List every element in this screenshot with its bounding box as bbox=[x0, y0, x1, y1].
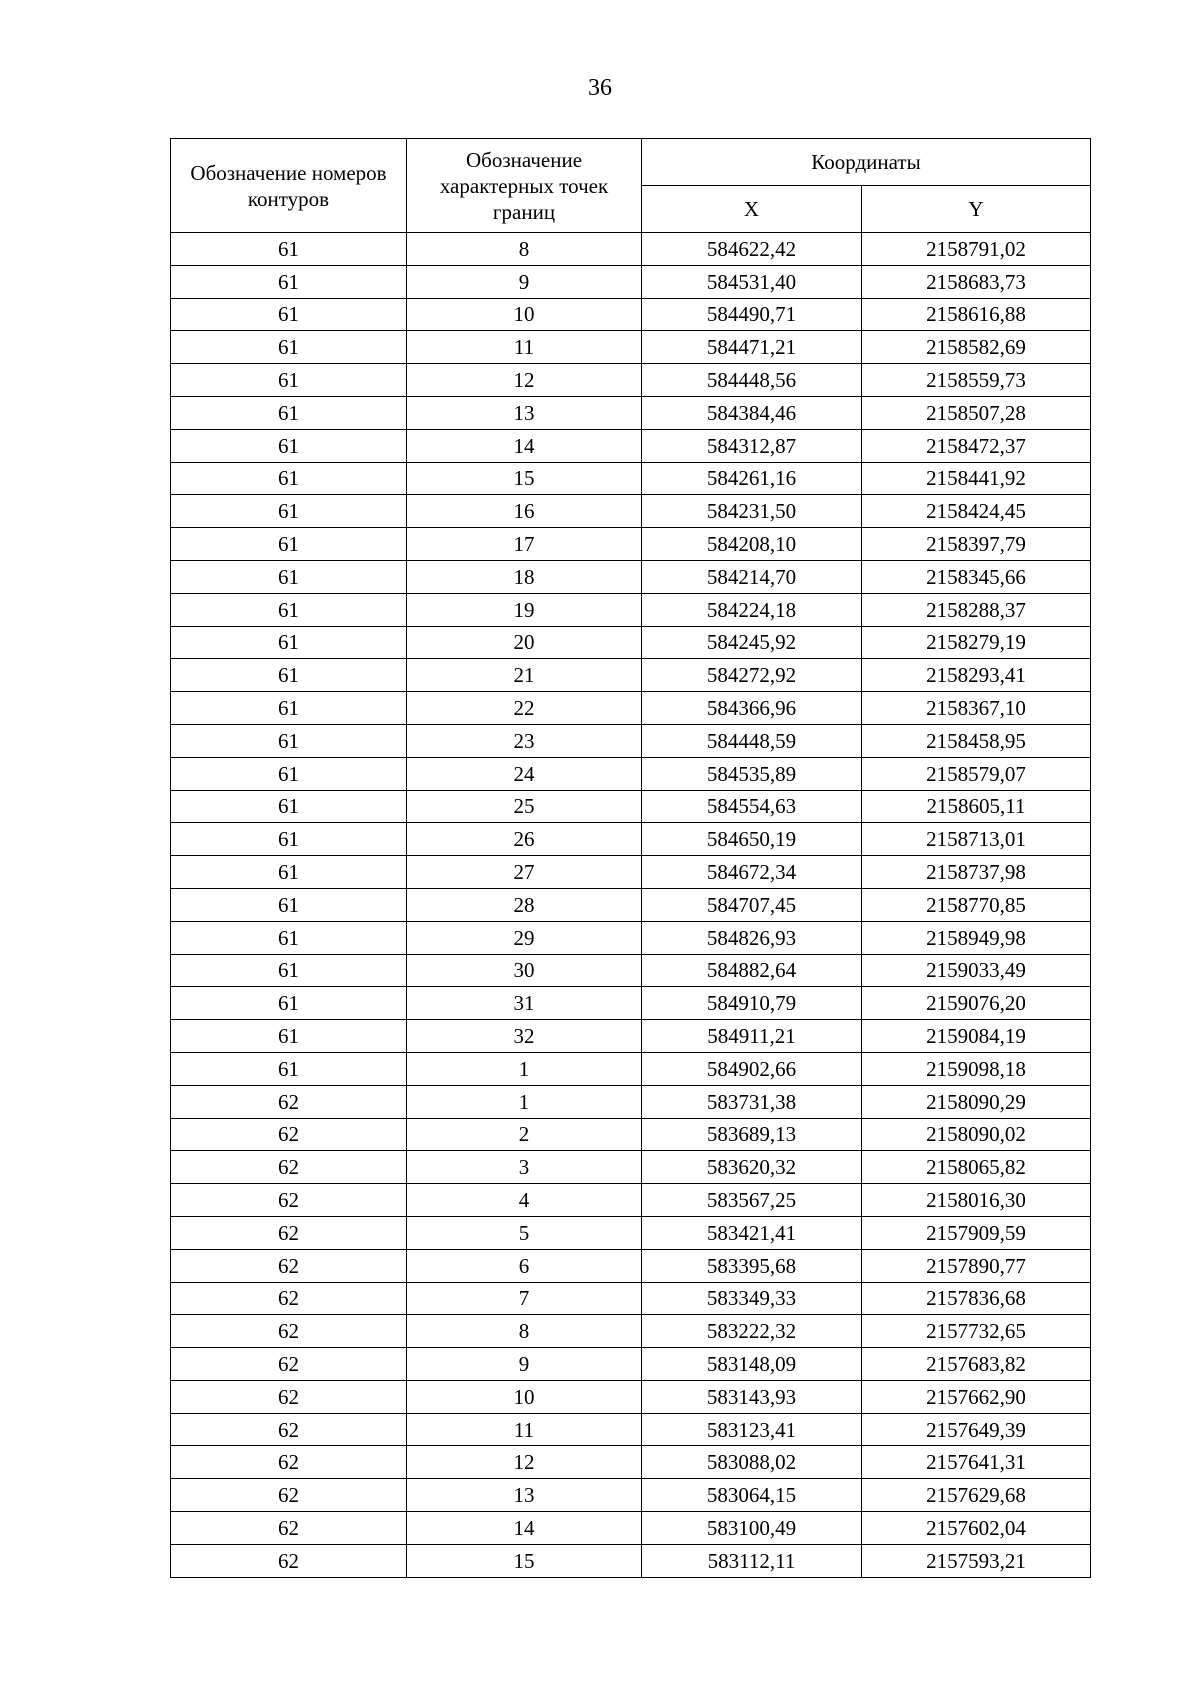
cell-point: 15 bbox=[407, 1544, 642, 1577]
cell-y: 2158367,10 bbox=[862, 692, 1091, 725]
table-row bbox=[171, 1315, 1091, 1348]
table-row bbox=[171, 528, 1091, 561]
cell-y: 2158737,98 bbox=[862, 856, 1091, 889]
cell-y: 2157649,39 bbox=[862, 1413, 1091, 1446]
cell-contour: 61 bbox=[171, 692, 407, 725]
cell-point: 5 bbox=[407, 1216, 642, 1249]
cell-point: 9 bbox=[407, 1348, 642, 1381]
cell-x: 583222,32 bbox=[642, 1315, 862, 1348]
cell-y: 2157629,68 bbox=[862, 1479, 1091, 1512]
cell-point: 10 bbox=[407, 298, 642, 331]
table-row bbox=[171, 1118, 1091, 1151]
cell-contour: 62 bbox=[171, 1085, 407, 1118]
cell-y: 2157662,90 bbox=[862, 1380, 1091, 1413]
cell-contour: 61 bbox=[171, 331, 407, 364]
cell-x: 583088,02 bbox=[642, 1446, 862, 1479]
cell-y: 2158579,07 bbox=[862, 757, 1091, 790]
table-row bbox=[171, 265, 1091, 298]
cell-contour: 62 bbox=[171, 1512, 407, 1545]
table-row bbox=[171, 1282, 1091, 1315]
cell-point: 30 bbox=[407, 954, 642, 987]
cell-x: 583689,13 bbox=[642, 1118, 862, 1151]
cell-y: 2157641,31 bbox=[862, 1446, 1091, 1479]
table-row bbox=[171, 364, 1091, 397]
table-row bbox=[171, 1216, 1091, 1249]
cell-contour: 61 bbox=[171, 495, 407, 528]
table-row bbox=[171, 757, 1091, 790]
cell-x: 584882,64 bbox=[642, 954, 862, 987]
cell-contour: 61 bbox=[171, 790, 407, 823]
cell-point: 23 bbox=[407, 724, 642, 757]
cell-contour: 61 bbox=[171, 462, 407, 495]
table-row bbox=[171, 724, 1091, 757]
table-row bbox=[171, 560, 1091, 593]
cell-y: 2157593,21 bbox=[862, 1544, 1091, 1577]
cell-y: 2158065,82 bbox=[862, 1151, 1091, 1184]
cell-y: 2157683,82 bbox=[862, 1348, 1091, 1381]
cell-contour: 61 bbox=[171, 921, 407, 954]
cell-x: 583148,09 bbox=[642, 1348, 862, 1381]
cell-point: 1 bbox=[407, 1052, 642, 1085]
cell-y: 2158090,02 bbox=[862, 1118, 1091, 1151]
cell-contour: 61 bbox=[171, 856, 407, 889]
cell-contour: 62 bbox=[171, 1184, 407, 1217]
cell-point: 11 bbox=[407, 1413, 642, 1446]
table-row bbox=[171, 396, 1091, 429]
cell-y: 2158605,11 bbox=[862, 790, 1091, 823]
cell-y: 2158559,73 bbox=[862, 364, 1091, 397]
cell-point: 13 bbox=[407, 396, 642, 429]
table-row bbox=[171, 1184, 1091, 1217]
cell-x: 583731,38 bbox=[642, 1085, 862, 1118]
header-y: Y bbox=[862, 186, 1091, 233]
cell-contour: 62 bbox=[171, 1479, 407, 1512]
cell-point: 20 bbox=[407, 626, 642, 659]
cell-point: 22 bbox=[407, 692, 642, 725]
cell-contour: 61 bbox=[171, 954, 407, 987]
cell-y: 2159098,18 bbox=[862, 1052, 1091, 1085]
cell-contour: 61 bbox=[171, 724, 407, 757]
cell-contour: 61 bbox=[171, 659, 407, 692]
table-row bbox=[171, 298, 1091, 331]
cell-point: 28 bbox=[407, 888, 642, 921]
cell-contour: 61 bbox=[171, 528, 407, 561]
cell-contour: 62 bbox=[171, 1249, 407, 1282]
table-row bbox=[171, 659, 1091, 692]
cell-y: 2157836,68 bbox=[862, 1282, 1091, 1315]
table-row bbox=[171, 1512, 1091, 1545]
table-row bbox=[171, 1151, 1091, 1184]
cell-x: 584312,87 bbox=[642, 429, 862, 462]
cell-point: 6 bbox=[407, 1249, 642, 1282]
cell-y: 2159033,49 bbox=[862, 954, 1091, 987]
cell-x: 583567,25 bbox=[642, 1184, 862, 1217]
cell-x: 584208,10 bbox=[642, 528, 862, 561]
header-x: X bbox=[642, 186, 862, 233]
table-header bbox=[171, 139, 1091, 233]
cell-x: 584672,34 bbox=[642, 856, 862, 889]
cell-x: 584261,16 bbox=[642, 462, 862, 495]
cell-x: 584231,50 bbox=[642, 495, 862, 528]
table-row bbox=[171, 1085, 1091, 1118]
cell-x: 584366,96 bbox=[642, 692, 862, 725]
table-row bbox=[171, 1544, 1091, 1577]
cell-contour: 61 bbox=[171, 987, 407, 1020]
cell-contour: 61 bbox=[171, 823, 407, 856]
cell-contour: 62 bbox=[171, 1315, 407, 1348]
cell-contour: 61 bbox=[171, 593, 407, 626]
cell-contour: 61 bbox=[171, 560, 407, 593]
cell-point: 15 bbox=[407, 462, 642, 495]
table-row bbox=[171, 823, 1091, 856]
cell-y: 2158293,41 bbox=[862, 659, 1091, 692]
cell-contour: 61 bbox=[171, 626, 407, 659]
cell-point: 8 bbox=[407, 1315, 642, 1348]
cell-contour: 61 bbox=[171, 233, 407, 266]
table-row bbox=[171, 1380, 1091, 1413]
cell-point: 14 bbox=[407, 1512, 642, 1545]
cell-point: 4 bbox=[407, 1184, 642, 1217]
table-row bbox=[171, 1020, 1091, 1053]
cell-x: 584490,71 bbox=[642, 298, 862, 331]
table-row bbox=[171, 331, 1091, 364]
cell-x: 584214,70 bbox=[642, 560, 862, 593]
cell-x: 584826,93 bbox=[642, 921, 862, 954]
cell-y: 2158683,73 bbox=[862, 265, 1091, 298]
table-row bbox=[171, 1249, 1091, 1282]
header-row bbox=[171, 139, 1091, 186]
coordinates-table bbox=[170, 138, 1091, 1578]
cell-y: 2158090,29 bbox=[862, 1085, 1091, 1118]
table-row bbox=[171, 921, 1091, 954]
cell-point: 12 bbox=[407, 1446, 642, 1479]
cell-y: 2158770,85 bbox=[862, 888, 1091, 921]
cell-x: 584272,92 bbox=[642, 659, 862, 692]
cell-x: 584535,89 bbox=[642, 757, 862, 790]
cell-contour: 61 bbox=[171, 396, 407, 429]
table-row bbox=[171, 462, 1091, 495]
cell-x: 584448,59 bbox=[642, 724, 862, 757]
cell-point: 31 bbox=[407, 987, 642, 1020]
table-row bbox=[171, 987, 1091, 1020]
cell-y: 2159084,19 bbox=[862, 1020, 1091, 1053]
cell-point: 12 bbox=[407, 364, 642, 397]
cell-point: 13 bbox=[407, 1479, 642, 1512]
cell-x: 583395,68 bbox=[642, 1249, 862, 1282]
cell-point: 32 bbox=[407, 1020, 642, 1053]
cell-point: 25 bbox=[407, 790, 642, 823]
cell-x: 584531,40 bbox=[642, 265, 862, 298]
cell-contour: 61 bbox=[171, 1020, 407, 1053]
cell-point: 27 bbox=[407, 856, 642, 889]
cell-y: 2157602,04 bbox=[862, 1512, 1091, 1545]
cell-x: 584224,18 bbox=[642, 593, 862, 626]
cell-point: 7 bbox=[407, 1282, 642, 1315]
cell-x: 584554,63 bbox=[642, 790, 862, 823]
cell-y: 2158288,37 bbox=[862, 593, 1091, 626]
table-row bbox=[171, 888, 1091, 921]
cell-y: 2157732,65 bbox=[862, 1315, 1091, 1348]
cell-point: 11 bbox=[407, 331, 642, 364]
cell-y: 2158791,02 bbox=[862, 233, 1091, 266]
cell-contour: 62 bbox=[171, 1118, 407, 1151]
cell-x: 583143,93 bbox=[642, 1380, 862, 1413]
cell-contour: 61 bbox=[171, 265, 407, 298]
cell-x: 584448,56 bbox=[642, 364, 862, 397]
table-row bbox=[171, 593, 1091, 626]
cell-contour: 62 bbox=[171, 1413, 407, 1446]
table-row bbox=[171, 1413, 1091, 1446]
cell-y: 2158472,37 bbox=[862, 429, 1091, 462]
cell-y: 2158441,92 bbox=[862, 462, 1091, 495]
cell-x: 584471,21 bbox=[642, 331, 862, 364]
table-row bbox=[171, 1479, 1091, 1512]
cell-y: 2158507,28 bbox=[862, 396, 1091, 429]
table-row bbox=[171, 233, 1091, 266]
cell-contour: 62 bbox=[171, 1348, 407, 1381]
cell-y: 2157909,59 bbox=[862, 1216, 1091, 1249]
cell-x: 583064,15 bbox=[642, 1479, 862, 1512]
cell-y: 2158616,88 bbox=[862, 298, 1091, 331]
cell-x: 583100,49 bbox=[642, 1512, 862, 1545]
cell-contour: 62 bbox=[171, 1446, 407, 1479]
table-row bbox=[171, 1348, 1091, 1381]
table-row bbox=[171, 856, 1091, 889]
cell-point: 26 bbox=[407, 823, 642, 856]
cell-y: 2157890,77 bbox=[862, 1249, 1091, 1282]
cell-point: 9 bbox=[407, 265, 642, 298]
cell-x: 584902,66 bbox=[642, 1052, 862, 1085]
table-row bbox=[171, 429, 1091, 462]
cell-y: 2158424,45 bbox=[862, 495, 1091, 528]
cell-contour: 61 bbox=[171, 364, 407, 397]
cell-x: 584911,21 bbox=[642, 1020, 862, 1053]
cell-x: 584707,45 bbox=[642, 888, 862, 921]
cell-point: 21 bbox=[407, 659, 642, 692]
cell-contour: 61 bbox=[171, 429, 407, 462]
cell-contour: 62 bbox=[171, 1216, 407, 1249]
cell-y: 2158397,79 bbox=[862, 528, 1091, 561]
cell-y: 2158582,69 bbox=[862, 331, 1091, 364]
table-row bbox=[171, 1446, 1091, 1479]
cell-point: 29 bbox=[407, 921, 642, 954]
cell-x: 583123,41 bbox=[642, 1413, 862, 1446]
cell-contour: 61 bbox=[171, 888, 407, 921]
cell-point: 14 bbox=[407, 429, 642, 462]
table-row bbox=[171, 495, 1091, 528]
page-number: 36 bbox=[588, 75, 612, 101]
cell-point: 10 bbox=[407, 1380, 642, 1413]
cell-contour: 62 bbox=[171, 1380, 407, 1413]
cell-point: 17 bbox=[407, 528, 642, 561]
cell-y: 2158016,30 bbox=[862, 1184, 1091, 1217]
cell-x: 583421,41 bbox=[642, 1216, 862, 1249]
cell-contour: 61 bbox=[171, 757, 407, 790]
cell-contour: 62 bbox=[171, 1151, 407, 1184]
cell-x: 584245,92 bbox=[642, 626, 862, 659]
cell-point: 19 bbox=[407, 593, 642, 626]
cell-x: 584384,46 bbox=[642, 396, 862, 429]
cell-y: 2158458,95 bbox=[862, 724, 1091, 757]
cell-y: 2159076,20 bbox=[862, 987, 1091, 1020]
table-row bbox=[171, 790, 1091, 823]
table-row bbox=[171, 626, 1091, 659]
cell-point: 16 bbox=[407, 495, 642, 528]
cell-point: 1 bbox=[407, 1085, 642, 1118]
table-body bbox=[171, 233, 1091, 1578]
cell-x: 584650,19 bbox=[642, 823, 862, 856]
cell-point: 24 bbox=[407, 757, 642, 790]
table-row bbox=[171, 692, 1091, 725]
cell-x: 583620,32 bbox=[642, 1151, 862, 1184]
cell-contour: 61 bbox=[171, 298, 407, 331]
table-row bbox=[171, 1052, 1091, 1085]
cell-contour: 62 bbox=[171, 1282, 407, 1315]
table-row bbox=[171, 954, 1091, 987]
cell-contour: 61 bbox=[171, 1052, 407, 1085]
header-coordinates: Координаты bbox=[642, 139, 1091, 186]
cell-y: 2158345,66 bbox=[862, 560, 1091, 593]
cell-y: 2158949,98 bbox=[862, 921, 1091, 954]
cell-point: 18 bbox=[407, 560, 642, 593]
header-contour-number: Обозначение номеров контуров bbox=[171, 139, 407, 233]
cell-contour: 62 bbox=[171, 1544, 407, 1577]
cell-x: 584622,42 bbox=[642, 233, 862, 266]
cell-x: 583112,11 bbox=[642, 1544, 862, 1577]
cell-x: 583349,33 bbox=[642, 1282, 862, 1315]
cell-point: 2 bbox=[407, 1118, 642, 1151]
header-boundary-point: Обозначение характерных точек границ bbox=[407, 139, 642, 233]
cell-y: 2158713,01 bbox=[862, 823, 1091, 856]
cell-y: 2158279,19 bbox=[862, 626, 1091, 659]
cell-x: 584910,79 bbox=[642, 987, 862, 1020]
cell-point: 3 bbox=[407, 1151, 642, 1184]
cell-point: 8 bbox=[407, 233, 642, 266]
